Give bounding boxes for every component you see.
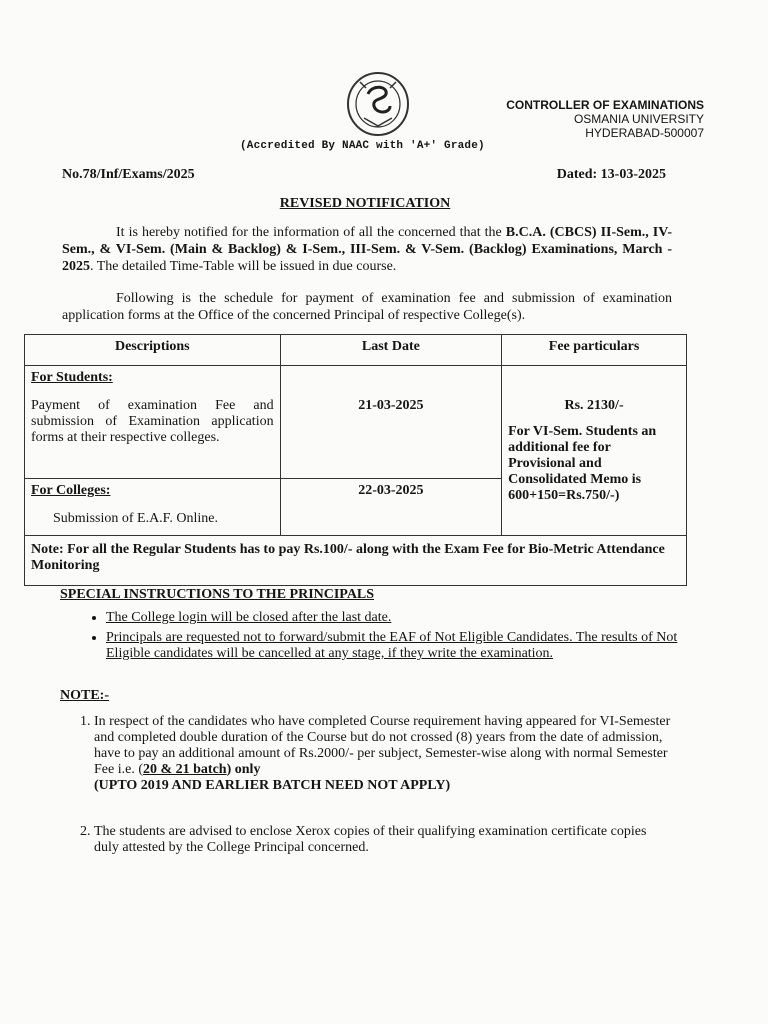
- col-header-fee: Fee particulars: [502, 335, 687, 366]
- intro-tail: . The detailed Time-Table will be issued in due course.: [90, 259, 397, 274]
- students-desc: Payment of examination Fee and submission of Examination application forms at their respective colleges.: [31, 398, 274, 445]
- list-item: • Principals are requested not to forward/submit the EAF of Not Eligible Candidates. The results of Not Eligible candidates will be cancelled at any stage, if they write the examination.: [106, 630, 706, 662]
- note1-text: In respect of the candidates who have completed Course requirement having appeared for VI-Semester and completed double duration of the Course but do not crossed (8) years from the date of admission, have to pay an additional amount of Rs.2000/- per subject, Semester-wise along with normal Semester Fee i.e. (: [94, 714, 671, 777]
- reference-number: No.78/Inf/Exams/2025: [62, 167, 195, 182]
- org-title: CONTROLLER OF EXAMINATIONS: [506, 98, 704, 112]
- fee-amount: Rs. 2130/-: [564, 398, 624, 413]
- notes-list: [66, 714, 674, 886]
- schedule-paragraph: [62, 290, 672, 324]
- special-instructions-title: SPECIAL INSTRUCTIONS TO THE PRINCIPALS: [60, 587, 375, 602]
- date-line: Dated: 13-03-2025: [556, 167, 666, 182]
- note-title: NOTE:-: [60, 688, 109, 703]
- list-item: [94, 714, 674, 794]
- org-university: OSMANIA UNIVERSITY: [573, 112, 704, 126]
- accreditation-line: (Accredited By NAAC with 'A+' Grade): [240, 140, 485, 152]
- intro-exam-names: B.C.A. (CBCS) II-Sem., IV-Sem., & VI-Sem. (Main & Backlog) & I-Sem., III-Sem. & V-Sem. (Backlog) Examinations, March - 2025: [62, 225, 672, 274]
- org-city: HYDERABAD-500007: [585, 126, 704, 140]
- colleges-cell: [25, 479, 281, 536]
- note1-after: ) only: [226, 762, 261, 777]
- table-row: [25, 366, 687, 479]
- note1-batch: 20 & 21 batch: [142, 762, 227, 777]
- issuer-block: [506, 98, 704, 140]
- colleges-last-date: 22-03-2025: [280, 479, 502, 536]
- list-item: 2. The students are advised to enclose Xerox copies of their qualifying examination certificate copies duly attested by the College Principal concerned.: [94, 824, 674, 856]
- list-item: • The College login will be closed after the last date.: [106, 610, 706, 626]
- note1-bold: (UPTO 2019 AND EARLIER BATCH NEED NOT APPLY): [94, 778, 451, 793]
- fee-note: For VI-Sem. Students an additional fee for Provisional and Consolidated Memo is 600+150=Rs.750/-): [508, 424, 657, 503]
- schedule-table: [24, 334, 687, 586]
- colleges-label: For Colleges:: [31, 483, 111, 498]
- col-header-descriptions: Descriptions: [25, 335, 281, 366]
- schedule-text: Following is the schedule for payment of examination fee and submission of examination application forms at the Office of the concerned Principal of respective College(s).: [62, 291, 672, 323]
- fee-cell: [502, 366, 687, 536]
- special-instructions-list: [76, 610, 706, 666]
- colleges-desc: Submission of E.A.F. Online.: [53, 511, 218, 526]
- students-last-date: 21-03-2025: [280, 366, 502, 479]
- col-header-last-date: Last Date: [280, 335, 502, 366]
- table-note-row: [25, 536, 687, 586]
- intro-lead: It is hereby notified for the information of all the concerned that the: [116, 225, 506, 240]
- table-footer-note: Note: For all the Regular Students has to pay Rs.100/- along with the Exam Fee for Bio-Metric Attendance Monitoring: [25, 536, 687, 586]
- university-seal-logo: [338, 68, 418, 140]
- document-title: REVISED NOTIFICATION: [279, 196, 451, 211]
- students-label: For Students:: [31, 370, 113, 385]
- students-cell: [25, 366, 281, 479]
- table-header-row: [25, 335, 687, 366]
- intro-paragraph: [62, 224, 672, 275]
